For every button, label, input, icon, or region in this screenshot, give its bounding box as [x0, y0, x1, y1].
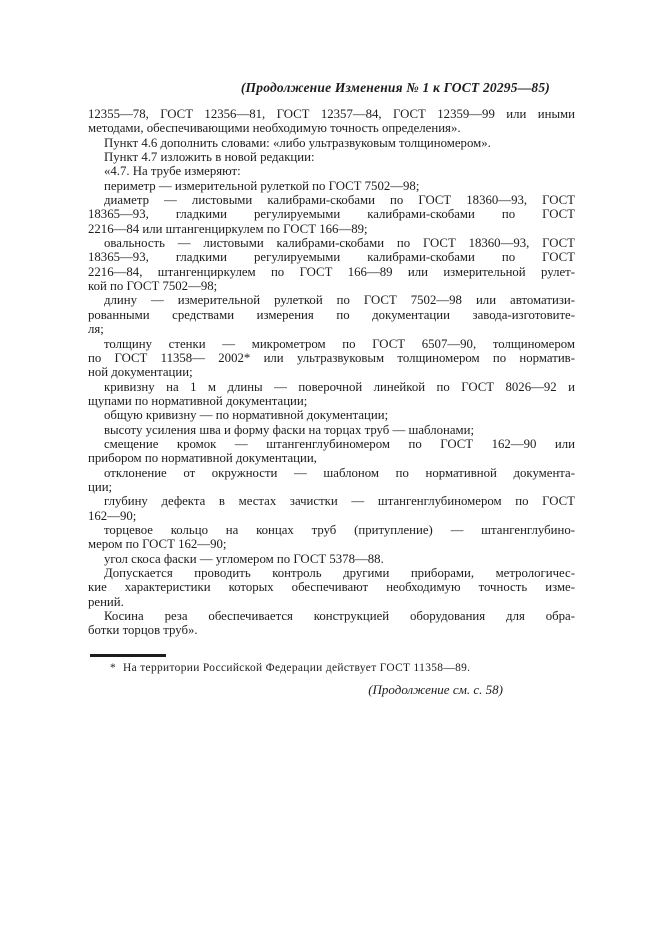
- text-line: периметр — измерительной рулеткой по ГОСТ 7502—98;: [104, 178, 420, 193]
- text-line: кой по ГОСТ 7502—98;: [88, 279, 218, 294]
- paragraph: [88, 150, 575, 164]
- paragraph: [88, 293, 575, 336]
- text-line: ля;: [88, 322, 104, 337]
- text-line: общую кривизну — по нормативной документации;: [104, 408, 389, 423]
- text-line: отклонение от окружности — шаблоном по нормативной документа-: [104, 465, 575, 480]
- text-line: кривизну на 1 м длины — поверочной линейкой по ГОСТ 8026—92 и: [104, 379, 575, 394]
- text-line: ной документации;: [88, 365, 193, 380]
- text-line: рений.: [88, 594, 124, 609]
- paragraph: [88, 523, 575, 552]
- text-line: смещение кромок — штангенглубиномером по ГОСТ 162—90 или: [104, 436, 575, 451]
- text-line: 162—90;: [88, 508, 137, 523]
- text-line: рованными средствами измерения по документации завода-изготовите-: [88, 307, 575, 322]
- text-line: овальность — листовыми калибрами-скобами по ГОСТ 18360—93, ГОСТ: [104, 236, 575, 251]
- text-line: торцевое кольцо на концах труб (притупление) — штангенглубино-: [104, 522, 575, 537]
- paragraph: [88, 107, 575, 136]
- text-line: кие характеристики которых обеспечивают необходимую точность изме-: [88, 580, 575, 595]
- paragraph: [88, 423, 575, 437]
- continuation-note: (Продолжение см. с. 58): [368, 682, 503, 697]
- paragraph: [88, 466, 575, 495]
- paragraph: [88, 408, 575, 422]
- text-line: мером по ГОСТ 162—90;: [88, 537, 227, 552]
- footnote-marker: *: [110, 662, 117, 674]
- text-line: 2216—84, штангенциркулем по ГОСТ 166—89 или измерительной рулет-: [88, 264, 575, 279]
- text-line: «4.7. На трубе измеряют:: [104, 164, 241, 179]
- paragraph: [88, 494, 575, 523]
- text-line: 12355—78, ГОСТ 12356—81, ГОСТ 12357—84, ГОСТ 12359—99 или иными: [88, 107, 575, 121]
- paragraph: [88, 193, 575, 236]
- text-line: ции;: [88, 479, 113, 494]
- text-line: Косина реза обеспечивается конструкцией оборудования для обра-: [104, 609, 575, 624]
- text-line: толщину стенки — микрометром по ГОСТ 6507—90, толщиномером: [104, 336, 575, 351]
- paragraph: [88, 236, 575, 293]
- text-line: 2216—84 или штангенциркулем по ГОСТ 166—89;: [88, 221, 368, 236]
- text-line: 18365—93, гладкими регулируемыми калибрами-скобами по ГОСТ: [88, 250, 575, 265]
- footnote-divider: [90, 654, 166, 657]
- text-line: 18365—93, гладкими регулируемыми калибрами-скобами по ГОСТ: [88, 207, 575, 222]
- text-line: диаметр — листовыми калибрами-скобами по ГОСТ 18360—93, ГОСТ: [104, 193, 575, 208]
- text-line: щупами по нормативной документации;: [88, 393, 308, 408]
- text-line: прибором по нормативной документации,: [88, 451, 317, 466]
- paragraph: [88, 179, 575, 193]
- paragraph: [88, 136, 575, 150]
- paragraph: [88, 380, 575, 409]
- text-line: высоту усиления шва и форму фаски на торцах труб — шаблонами;: [104, 422, 475, 437]
- paragraph: [88, 552, 575, 566]
- footnote-text: На территории Российской Федерации действует ГОСТ 11358—89.: [123, 662, 471, 674]
- text-line: по ГОСТ 11358— 2002* или ультразвуковым толщиномером по норматив-: [88, 350, 575, 365]
- paragraph: [88, 164, 575, 178]
- text-line: длину — измерительной рулеткой по ГОСТ 7502—98 или автоматизи-: [104, 293, 575, 308]
- footnote: [88, 662, 575, 674]
- text-line: ботки торцов труб».: [88, 623, 198, 638]
- text-line: угол скоса фаски — угломером по ГОСТ 5378—88.: [104, 551, 384, 566]
- paragraph: [88, 437, 575, 466]
- text-line: Допускается проводить контроль другими приборами, метрологичес-: [104, 566, 575, 580]
- text-line: методами, обеспечивающими необходимую точность определения».: [88, 121, 461, 136]
- running-title: (Продолжение Изменения № 1 к ГОСТ 20295—85): [240, 80, 550, 95]
- text-line: Пункт 4.7 изложить в новой редакции:: [104, 150, 315, 165]
- document-body: [88, 107, 575, 638]
- paragraph: [88, 566, 575, 609]
- paragraph: [88, 337, 575, 380]
- text-line: глубину дефекта в местах зачистки — штангенглубиномером по ГОСТ: [104, 494, 575, 509]
- paragraph: [88, 609, 575, 638]
- text-line: Пункт 4.6 дополнить словами: «либо ультразвуковым толщиномером».: [104, 135, 491, 150]
